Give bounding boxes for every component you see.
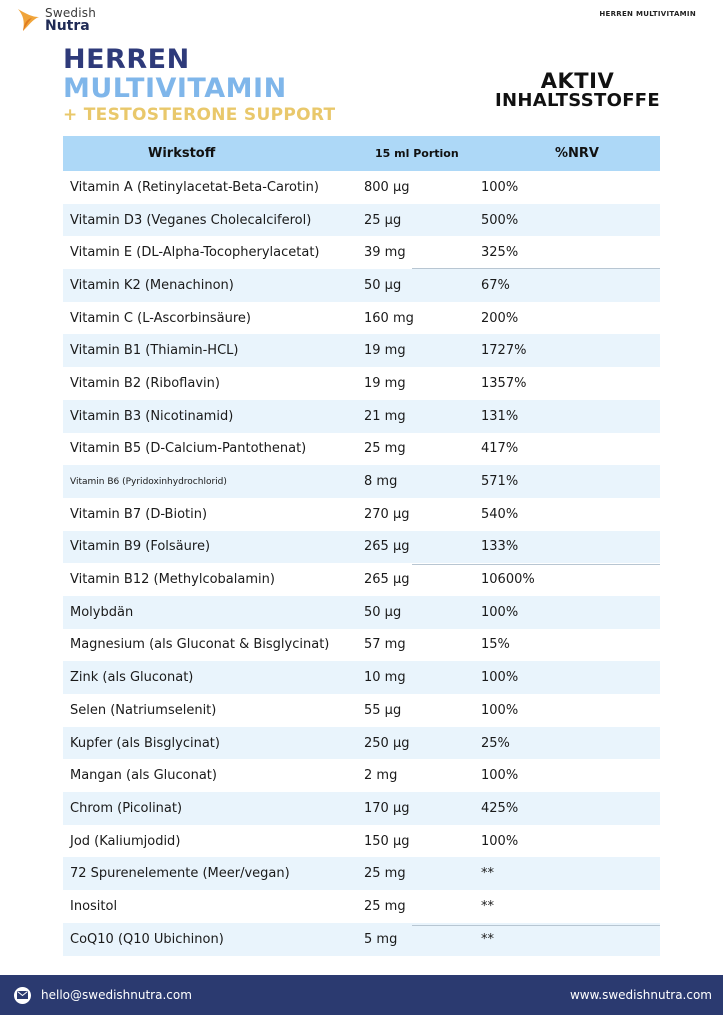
table-row (63, 171, 660, 204)
swallow-logo-icon (15, 5, 41, 35)
cell-nrv: 25% (481, 735, 510, 751)
cell-portion: 2 mg (364, 768, 398, 784)
cell-nrv: 1357% (481, 375, 527, 391)
table-row (63, 629, 660, 662)
cell-ingredient: Kupfer (als Bisglycinat) (70, 735, 220, 751)
cell-nrv: 15% (481, 637, 510, 653)
cell-nrv: 417% (481, 441, 519, 457)
cell-portion: 25 mg (364, 898, 406, 914)
row-divider (412, 925, 660, 926)
cell-nrv: 100% (481, 833, 519, 849)
cell-portion: 25 mg (364, 441, 406, 457)
cell-portion: 800 µg (364, 179, 410, 195)
cell-ingredient: Molybdän (70, 604, 134, 620)
cell-ingredient: Vitamin C (L-Ascorbinsäure) (70, 310, 251, 326)
column-header-nrv: %NRV (555, 146, 599, 161)
cell-ingredient: 72 Spurenelemente (Meer/vegan) (70, 866, 290, 882)
title-line3: + TESTOSTERONE SUPPORT (63, 105, 336, 125)
table-row (63, 596, 660, 629)
cell-nrv: 100% (481, 604, 519, 620)
cell-nrv: 100% (481, 179, 519, 195)
cell-portion: 50 µg (364, 277, 402, 293)
cell-portion: 265 µg (364, 572, 410, 588)
cell-portion: 8 mg (364, 474, 398, 490)
footer-email[interactable] (14, 987, 192, 1004)
cell-nrv: ** (481, 931, 494, 947)
cell-nrv: 100% (481, 768, 519, 784)
cell-ingredient: Vitamin B9 (Folsäure) (70, 539, 211, 555)
email-link[interactable]: hello@swedishnutra.com (41, 988, 192, 1002)
cell-ingredient: Vitamin B6 (Pyridoxinhydrochlorid) (70, 476, 227, 487)
cell-portion: 250 µg (364, 735, 410, 751)
table-row (63, 531, 660, 564)
title-line1: HERREN (63, 44, 190, 75)
table-row (63, 465, 660, 498)
row-divider (412, 564, 660, 565)
table-row (63, 694, 660, 727)
cell-ingredient: Vitamin K2 (Menachinon) (70, 277, 234, 293)
table-row (63, 400, 660, 433)
section-heading (495, 71, 660, 110)
cell-ingredient: Magnesium (als Gluconat & Bisglycinat) (70, 637, 330, 653)
cell-portion: 25 mg (364, 866, 406, 882)
cell-portion: 170 µg (364, 800, 410, 816)
cell-ingredient: Inositol (70, 898, 118, 914)
cell-portion: 19 mg (364, 375, 406, 391)
cell-portion: 21 mg (364, 408, 406, 424)
cell-nrv: 571% (481, 474, 519, 490)
cell-portion: 265 µg (364, 539, 410, 555)
cell-portion: 50 µg (364, 604, 402, 620)
cell-ingredient: Vitamin E (DL-Alpha-Tocopherylacetat) (70, 245, 320, 261)
table-row (63, 759, 660, 792)
cell-portion: 150 µg (364, 833, 410, 849)
mail-icon (14, 987, 31, 1004)
column-header-portion: 15 ml Portion (375, 147, 459, 160)
cell-ingredient: Vitamin B2 (Riboflavin) (70, 375, 220, 391)
cell-nrv: 100% (481, 702, 519, 718)
cell-nrv: 10600% (481, 572, 535, 588)
footer-bar (0, 975, 723, 1015)
cell-ingredient: Jod (Kaliumjodid) (70, 833, 181, 849)
cell-portion: 55 µg (364, 702, 402, 718)
table-row (63, 857, 660, 890)
cell-ingredient: Vitamin B7 (D-Biotin) (70, 506, 208, 522)
cell-portion: 5 mg (364, 931, 398, 947)
table-row (63, 792, 660, 825)
title-line2: MULTIVITAMIN (63, 73, 287, 104)
cell-ingredient: Vitamin A (Retinylacetat-Beta-Carotin) (70, 179, 319, 195)
website-link[interactable]: www.swedishnutra.com (569, 988, 712, 1002)
cell-portion: 160 mg (364, 310, 414, 326)
table-row (63, 563, 660, 596)
cell-nrv: 131% (481, 408, 519, 424)
cell-ingredient: Vitamin D3 (Veganes Cholecalciferol) (70, 212, 312, 228)
table-row (63, 433, 660, 466)
table-row (63, 498, 660, 531)
brand-name-line2: Nutra (45, 18, 90, 34)
cell-nrv: ** (481, 866, 494, 882)
cell-nrv: 325% (481, 245, 519, 261)
cell-nrv: 500% (481, 212, 519, 228)
cell-nrv: 1727% (481, 343, 527, 359)
cell-ingredient: CoQ10 (Q10 Ubichinon) (70, 931, 224, 947)
cell-portion: 25 µg (364, 212, 402, 228)
cell-nrv: 133% (481, 539, 519, 555)
table-row (63, 236, 660, 269)
table-header (63, 136, 660, 171)
table-row (63, 923, 660, 956)
cell-nrv: 200% (481, 310, 519, 326)
ingredients-table (63, 136, 660, 956)
header-product-name: HERREN MULTIVITAMIN (599, 10, 696, 18)
table-row (63, 302, 660, 335)
cell-nrv: 100% (481, 670, 519, 686)
table-row (63, 269, 660, 302)
cell-ingredient: Vitamin B12 (Methylcobalamin) (70, 572, 275, 588)
cell-nrv: 540% (481, 506, 519, 522)
brand-name-line1: Swedish (45, 6, 97, 20)
cell-portion: 39 mg (364, 245, 406, 261)
cell-portion: 57 mg (364, 637, 406, 653)
cell-portion: 270 µg (364, 506, 410, 522)
table-row (63, 727, 660, 760)
table-row (63, 890, 660, 923)
cell-ingredient: Selen (Natriumselenit) (70, 702, 217, 718)
cell-nrv: ** (481, 898, 494, 914)
cell-ingredient: Chrom (Picolinat) (70, 800, 183, 816)
cell-ingredient: Mangan (als Gluconat) (70, 768, 217, 784)
section-heading-line2: INHALTSSTOFFE (494, 90, 660, 111)
cell-portion: 10 mg (364, 670, 406, 686)
cell-nrv: 67% (481, 277, 510, 293)
row-divider (412, 268, 660, 269)
brand-logo (15, 5, 96, 35)
cell-ingredient: Vitamin B5 (D-Calcium-Pantothenat) (70, 441, 307, 457)
column-header-ingredient: Wirkstoff (148, 146, 216, 161)
cell-nrv: 425% (481, 800, 519, 816)
cell-ingredient: Vitamin B3 (Nicotinamid) (70, 408, 234, 424)
table-row (63, 661, 660, 694)
table-row (63, 367, 660, 400)
section-heading-line1: AKTIV (540, 69, 615, 93)
cell-ingredient: Vitamin B1 (Thiamin-HCL) (70, 343, 239, 359)
table-row (63, 334, 660, 367)
table-row (63, 204, 660, 237)
cell-ingredient: Zink (als Gluconat) (70, 670, 194, 686)
cell-portion: 19 mg (364, 343, 406, 359)
table-row (63, 825, 660, 858)
